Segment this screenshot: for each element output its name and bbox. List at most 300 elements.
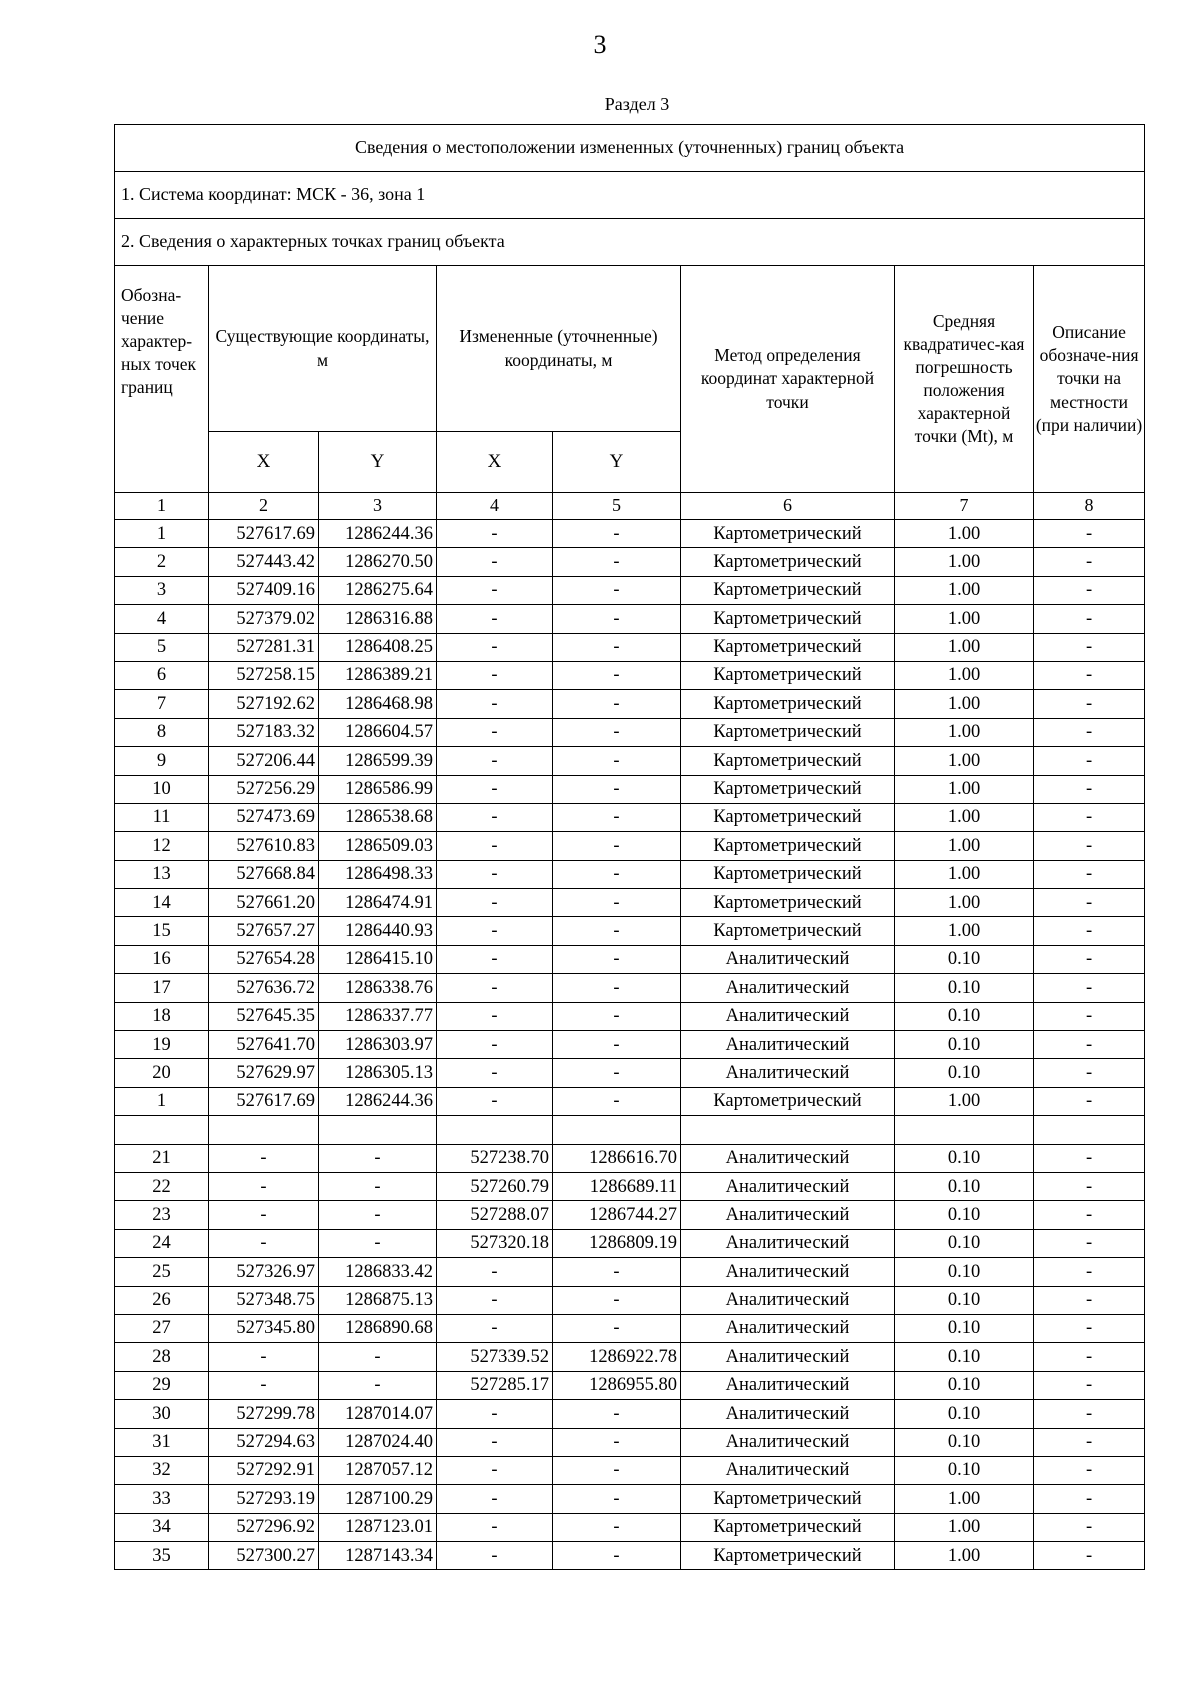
changed-y: -	[553, 520, 681, 548]
existing-x: 527610.83	[209, 832, 319, 860]
method: Картометрический	[681, 1087, 895, 1115]
point-number: 26	[115, 1286, 209, 1314]
description: -	[1034, 1229, 1145, 1257]
section-label: Раздел 3	[604, 94, 670, 114]
column-number-row	[115, 493, 1145, 520]
column-number: 1	[115, 493, 209, 520]
description: -	[1034, 576, 1145, 604]
method: Картометрический	[681, 860, 895, 888]
accuracy: 0.10	[895, 1343, 1034, 1371]
method: Картометрический	[681, 889, 895, 917]
method: Аналитический	[681, 1286, 895, 1314]
changed-y: -	[553, 1485, 681, 1513]
changed-x: 527260.79	[437, 1172, 553, 1200]
table-row	[115, 1258, 1145, 1286]
existing-y: 1286509.03	[319, 832, 437, 860]
method: Картометрический	[681, 803, 895, 831]
point-number: 1	[115, 1087, 209, 1115]
description: -	[1034, 1258, 1145, 1286]
method: Аналитический	[681, 1031, 895, 1059]
column-number: 7	[895, 493, 1034, 520]
changed-y: -	[553, 1456, 681, 1484]
table-row	[115, 775, 1145, 803]
changed-x: -	[437, 1542, 553, 1570]
changed-y: -	[553, 1087, 681, 1115]
existing-y: -	[319, 1144, 437, 1172]
table-row	[115, 1371, 1145, 1399]
changed-y: -	[553, 974, 681, 1002]
changed-x: -	[437, 1314, 553, 1342]
table-row	[115, 1428, 1145, 1456]
point-number: 19	[115, 1031, 209, 1059]
changed-x: 527339.52	[437, 1343, 553, 1371]
accuracy: 1.00	[895, 775, 1034, 803]
column-number: 5	[553, 493, 681, 520]
table-row	[115, 747, 1145, 775]
changed-y: 1286744.27	[553, 1201, 681, 1229]
description: -	[1034, 1314, 1145, 1342]
existing-x: 527345.80	[209, 1314, 319, 1342]
existing-y: -	[319, 1229, 437, 1257]
point-number: 8	[115, 718, 209, 746]
method: Аналитический	[681, 1172, 895, 1200]
accuracy: 1.00	[895, 889, 1034, 917]
point-number: 28	[115, 1343, 209, 1371]
existing-y: 1286415.10	[319, 945, 437, 973]
description: -	[1034, 520, 1145, 548]
point-number: 31	[115, 1428, 209, 1456]
table-row	[115, 1286, 1145, 1314]
existing-y: 1286586.99	[319, 775, 437, 803]
header-accuracy: Средняя квадратичес-кая погрешность положения характерной точки (Mt), м	[895, 266, 1034, 493]
description: -	[1034, 775, 1145, 803]
description: -	[1034, 1400, 1145, 1428]
table-row	[115, 974, 1145, 1002]
changed-x: -	[437, 1059, 553, 1087]
existing-y: 1286833.42	[319, 1258, 437, 1286]
accuracy: 1.00	[895, 576, 1034, 604]
existing-x: 527294.63	[209, 1428, 319, 1456]
accuracy: 0.10	[895, 1371, 1034, 1399]
method: Картометрический	[681, 775, 895, 803]
changed-x: -	[437, 832, 553, 860]
changed-x: -	[437, 889, 553, 917]
existing-y: 1286275.64	[319, 576, 437, 604]
point-number: 13	[115, 860, 209, 888]
changed-y: -	[553, 661, 681, 689]
existing-x: 527473.69	[209, 803, 319, 831]
method: Аналитический	[681, 1002, 895, 1030]
table-row	[115, 1343, 1145, 1371]
description: -	[1034, 605, 1145, 633]
changed-x: -	[437, 945, 553, 973]
method: Аналитический	[681, 1314, 895, 1342]
accuracy: 1.00	[895, 690, 1034, 718]
method: Картометрический	[681, 548, 895, 576]
method: Картометрический	[681, 718, 895, 746]
point-number: 18	[115, 1002, 209, 1030]
description: -	[1034, 1002, 1145, 1030]
changed-x: -	[437, 690, 553, 718]
header-existing-coordinates: Существующие координаты, м	[209, 266, 437, 432]
existing-y: 1286604.57	[319, 718, 437, 746]
header-existing-y: Y	[319, 432, 437, 493]
accuracy: 1.00	[895, 548, 1034, 576]
existing-y: 1287024.40	[319, 1428, 437, 1456]
table-row	[115, 1031, 1145, 1059]
method: Аналитический	[681, 1456, 895, 1484]
table-row	[115, 1314, 1145, 1342]
changed-y: -	[553, 945, 681, 973]
existing-x: 527617.69	[209, 520, 319, 548]
description: -	[1034, 1485, 1145, 1513]
table-row	[115, 1172, 1145, 1200]
page-number: 3	[593, 30, 607, 59]
existing-x: 527326.97	[209, 1258, 319, 1286]
point-number: 24	[115, 1229, 209, 1257]
existing-x: 527661.20	[209, 889, 319, 917]
existing-y: 1286498.33	[319, 860, 437, 888]
changed-y: -	[553, 1002, 681, 1030]
header-changed-coordinates: Измененные (уточненные) координаты, м	[437, 266, 681, 432]
changed-y: -	[553, 605, 681, 633]
changed-y: -	[553, 832, 681, 860]
existing-y: -	[319, 1371, 437, 1399]
accuracy: 1.00	[895, 747, 1034, 775]
point-number: 15	[115, 917, 209, 945]
point-number: 16	[115, 945, 209, 973]
point-number	[115, 1116, 209, 1144]
existing-y: 1286599.39	[319, 747, 437, 775]
method: Аналитический	[681, 1258, 895, 1286]
accuracy: 0.10	[895, 945, 1034, 973]
method: Картометрический	[681, 690, 895, 718]
point-number: 30	[115, 1400, 209, 1428]
changed-y: 1286809.19	[553, 1229, 681, 1257]
existing-y: 1287057.12	[319, 1456, 437, 1484]
accuracy: 1.00	[895, 1513, 1034, 1541]
existing-y: 1286270.50	[319, 548, 437, 576]
table-row	[115, 945, 1145, 973]
point-number: 1	[115, 520, 209, 548]
changed-x: -	[437, 661, 553, 689]
table-row	[115, 803, 1145, 831]
changed-x: 527238.70	[437, 1144, 553, 1172]
table-row	[115, 1229, 1145, 1257]
changed-y: -	[553, 860, 681, 888]
description: -	[1034, 1343, 1145, 1371]
description: -	[1034, 1456, 1145, 1484]
table-row	[115, 917, 1145, 945]
changed-x: -	[437, 1286, 553, 1314]
table-row	[115, 1201, 1145, 1229]
changed-x: -	[437, 605, 553, 633]
existing-y: -	[319, 1172, 437, 1200]
existing-y: 1286468.98	[319, 690, 437, 718]
point-number: 11	[115, 803, 209, 831]
accuracy: 0.10	[895, 1400, 1034, 1428]
table-row	[115, 1002, 1145, 1030]
point-number: 3	[115, 576, 209, 604]
table-row	[115, 860, 1145, 888]
existing-y: 1287014.07	[319, 1400, 437, 1428]
existing-y: 1286875.13	[319, 1286, 437, 1314]
accuracy: 1.00	[895, 661, 1034, 689]
existing-y: -	[319, 1343, 437, 1371]
accuracy: 1.00	[895, 917, 1034, 945]
method: Аналитический	[681, 1059, 895, 1087]
existing-x: 527443.42	[209, 548, 319, 576]
accuracy: 1.00	[895, 1485, 1034, 1513]
table-row	[115, 1542, 1145, 1570]
existing-x: 527300.27	[209, 1542, 319, 1570]
description: -	[1034, 690, 1145, 718]
boundary-points-table	[114, 124, 1145, 1570]
description: -	[1034, 1542, 1145, 1570]
accuracy: 0.10	[895, 1258, 1034, 1286]
table-row	[115, 576, 1145, 604]
changed-x: -	[437, 747, 553, 775]
description: -	[1034, 1371, 1145, 1399]
method: Картометрический	[681, 605, 895, 633]
existing-y: 1286440.93	[319, 917, 437, 945]
method: Картометрический	[681, 917, 895, 945]
existing-y	[319, 1116, 437, 1144]
changed-x: -	[437, 633, 553, 661]
existing-y: 1286244.36	[319, 1087, 437, 1115]
method: Аналитический	[681, 1428, 895, 1456]
method: Аналитический	[681, 1371, 895, 1399]
changed-y: -	[553, 633, 681, 661]
description	[1034, 1116, 1145, 1144]
method	[681, 1116, 895, 1144]
accuracy: 0.10	[895, 974, 1034, 1002]
existing-x: 527654.28	[209, 945, 319, 973]
existing-y: 1286303.97	[319, 1031, 437, 1059]
table-row	[115, 1456, 1145, 1484]
description: -	[1034, 548, 1145, 576]
point-number: 7	[115, 690, 209, 718]
changed-x: -	[437, 1087, 553, 1115]
existing-x: 527617.69	[209, 1087, 319, 1115]
accuracy: 0.10	[895, 1059, 1034, 1087]
description: -	[1034, 860, 1145, 888]
existing-y: -	[319, 1201, 437, 1229]
method: Картометрический	[681, 661, 895, 689]
existing-x: 527281.31	[209, 633, 319, 661]
description: -	[1034, 889, 1145, 917]
accuracy	[895, 1116, 1034, 1144]
description: -	[1034, 917, 1145, 945]
existing-x: 527296.92	[209, 1513, 319, 1541]
accuracy: 0.10	[895, 1172, 1034, 1200]
description: -	[1034, 1286, 1145, 1314]
table-row	[115, 1144, 1145, 1172]
description: -	[1034, 661, 1145, 689]
description: -	[1034, 1087, 1145, 1115]
existing-y: 1286474.91	[319, 889, 437, 917]
point-number: 12	[115, 832, 209, 860]
existing-y: 1286337.77	[319, 1002, 437, 1030]
existing-y: 1286890.68	[319, 1314, 437, 1342]
existing-x: 527258.15	[209, 661, 319, 689]
header-changed-x: X	[437, 432, 553, 493]
existing-x: -	[209, 1371, 319, 1399]
changed-y: -	[553, 1314, 681, 1342]
existing-y: 1287100.29	[319, 1485, 437, 1513]
point-number: 2	[115, 548, 209, 576]
changed-y: -	[553, 1400, 681, 1428]
method: Картометрический	[681, 832, 895, 860]
changed-y: -	[553, 576, 681, 604]
changed-x: 527285.17	[437, 1371, 553, 1399]
changed-x: -	[437, 718, 553, 746]
existing-x: -	[209, 1144, 319, 1172]
method: Аналитический	[681, 945, 895, 973]
header-description: Описание обозначе-ния точки на местности (при наличии)	[1034, 266, 1145, 493]
existing-y: 1286389.21	[319, 661, 437, 689]
existing-x: 527293.19	[209, 1485, 319, 1513]
existing-x: 527348.75	[209, 1286, 319, 1314]
method: Аналитический	[681, 1201, 895, 1229]
existing-y: 1286538.68	[319, 803, 437, 831]
changed-y: -	[553, 775, 681, 803]
column-number: 4	[437, 493, 553, 520]
changed-x: -	[437, 1456, 553, 1484]
changed-y: -	[553, 1286, 681, 1314]
point-number: 34	[115, 1513, 209, 1541]
method: Аналитический	[681, 1343, 895, 1371]
point-number: 23	[115, 1201, 209, 1229]
changed-y: -	[553, 1542, 681, 1570]
existing-x: 527645.35	[209, 1002, 319, 1030]
header-existing-x: X	[209, 432, 319, 493]
point-number: 4	[115, 605, 209, 633]
point-number: 35	[115, 1542, 209, 1570]
point-number: 27	[115, 1314, 209, 1342]
method: Картометрический	[681, 1485, 895, 1513]
changed-x: 527288.07	[437, 1201, 553, 1229]
description: -	[1034, 832, 1145, 860]
accuracy: 1.00	[895, 633, 1034, 661]
accuracy: 0.10	[895, 1201, 1034, 1229]
point-number: 14	[115, 889, 209, 917]
existing-x: -	[209, 1229, 319, 1257]
changed-x: -	[437, 548, 553, 576]
header-designation: Обозна-чение характер-ных точек границ	[115, 266, 209, 493]
accuracy: 0.10	[895, 1144, 1034, 1172]
description: -	[1034, 974, 1145, 1002]
table-row	[115, 661, 1145, 689]
point-number: 22	[115, 1172, 209, 1200]
accuracy: 0.10	[895, 1031, 1034, 1059]
table-row	[115, 605, 1145, 633]
table-row	[115, 1087, 1145, 1115]
table-row	[115, 548, 1145, 576]
changed-y: -	[553, 1031, 681, 1059]
method: Картометрический	[681, 747, 895, 775]
existing-x: -	[209, 1172, 319, 1200]
table-row	[115, 1059, 1145, 1087]
changed-x: -	[437, 1002, 553, 1030]
accuracy: 1.00	[895, 803, 1034, 831]
changed-y: -	[553, 718, 681, 746]
existing-x: 527657.27	[209, 917, 319, 945]
description: -	[1034, 1059, 1145, 1087]
table-row	[115, 1116, 1145, 1144]
accuracy: 1.00	[895, 605, 1034, 633]
description: -	[1034, 747, 1145, 775]
method: Картометрический	[681, 576, 895, 604]
method: Картометрический	[681, 1542, 895, 1570]
changed-y: -	[553, 917, 681, 945]
changed-x: -	[437, 803, 553, 831]
table-row	[115, 718, 1145, 746]
accuracy: 0.10	[895, 1314, 1034, 1342]
changed-x: -	[437, 775, 553, 803]
point-number: 9	[115, 747, 209, 775]
accuracy: 0.10	[895, 1456, 1034, 1484]
accuracy: 1.00	[895, 832, 1034, 860]
changed-x: -	[437, 917, 553, 945]
method: Картометрический	[681, 520, 895, 548]
point-number: 10	[115, 775, 209, 803]
description: -	[1034, 633, 1145, 661]
existing-x: -	[209, 1201, 319, 1229]
changed-y: 1286955.80	[553, 1371, 681, 1399]
accuracy: 0.10	[895, 1428, 1034, 1456]
table-row	[115, 1513, 1145, 1541]
column-number: 8	[1034, 493, 1145, 520]
changed-x: -	[437, 860, 553, 888]
existing-x: 527183.32	[209, 718, 319, 746]
accuracy: 0.10	[895, 1229, 1034, 1257]
accuracy: 1.00	[895, 1087, 1034, 1115]
column-number: 2	[209, 493, 319, 520]
description: -	[1034, 1144, 1145, 1172]
changed-y: -	[553, 1059, 681, 1087]
table-row	[115, 832, 1145, 860]
changed-y: 1286922.78	[553, 1343, 681, 1371]
point-number: 6	[115, 661, 209, 689]
method: Аналитический	[681, 1229, 895, 1257]
existing-x: 527636.72	[209, 974, 319, 1002]
existing-x: 527299.78	[209, 1400, 319, 1428]
column-number: 6	[681, 493, 895, 520]
description: -	[1034, 1513, 1145, 1541]
existing-x: 527668.84	[209, 860, 319, 888]
existing-y: 1286316.88	[319, 605, 437, 633]
existing-x: 527206.44	[209, 747, 319, 775]
accuracy: 1.00	[895, 1542, 1034, 1570]
points-heading: 2. Сведения о характерных точках границ объекта	[115, 219, 1145, 266]
existing-x: -	[209, 1343, 319, 1371]
changed-x: -	[437, 576, 553, 604]
description: -	[1034, 803, 1145, 831]
existing-x: 527641.70	[209, 1031, 319, 1059]
point-number: 32	[115, 1456, 209, 1484]
changed-x: -	[437, 1258, 553, 1286]
point-number: 21	[115, 1144, 209, 1172]
description: -	[1034, 945, 1145, 973]
existing-x: 527192.62	[209, 690, 319, 718]
table-row	[115, 889, 1145, 917]
changed-y: 1286616.70	[553, 1144, 681, 1172]
point-number: 25	[115, 1258, 209, 1286]
changed-x: -	[437, 1400, 553, 1428]
changed-y: -	[553, 747, 681, 775]
existing-y: 1286244.36	[319, 520, 437, 548]
